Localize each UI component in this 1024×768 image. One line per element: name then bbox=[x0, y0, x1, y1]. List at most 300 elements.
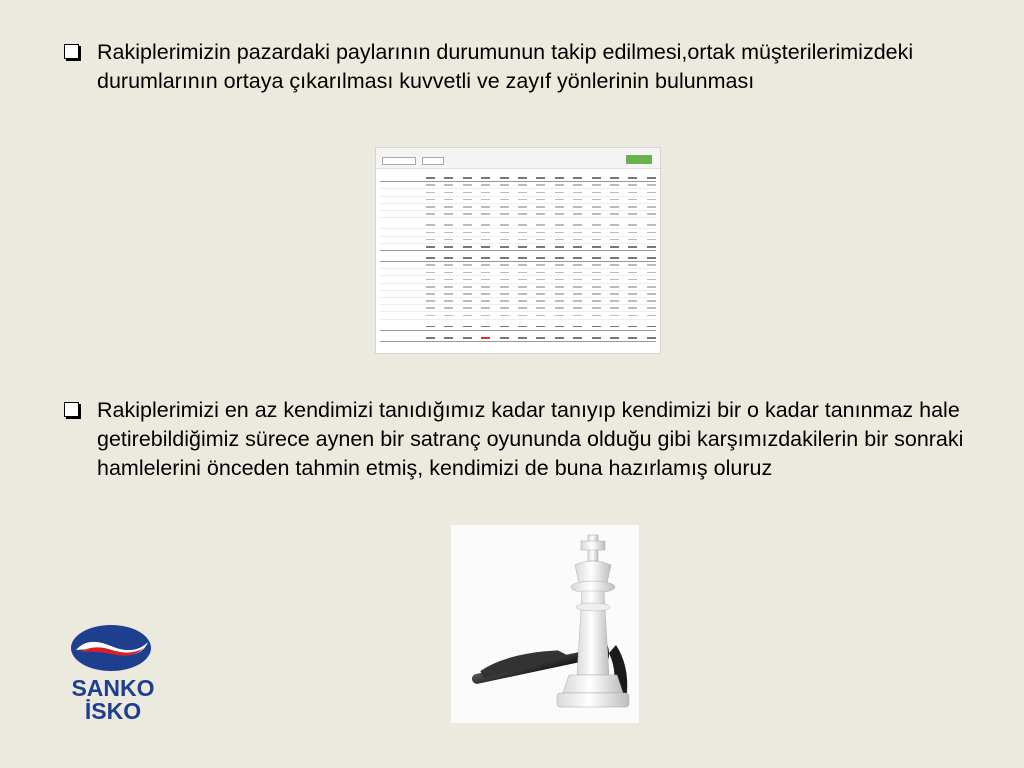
spreadsheet-cell bbox=[647, 177, 656, 179]
spreadsheet-row-cells bbox=[426, 264, 656, 266]
spreadsheet-cell bbox=[536, 300, 545, 302]
spreadsheet-cell bbox=[610, 264, 619, 266]
spreadsheet-cell bbox=[500, 337, 509, 339]
spreadsheet-cell bbox=[481, 300, 490, 302]
spreadsheet-cell bbox=[536, 199, 545, 201]
spreadsheet-cell bbox=[592, 307, 601, 309]
spreadsheet-cell bbox=[426, 286, 435, 288]
capacity-spreadsheet-image bbox=[375, 147, 661, 354]
spreadsheet-row-cells bbox=[426, 177, 656, 179]
spreadsheet-cell bbox=[426, 192, 435, 194]
spreadsheet-row-cells bbox=[426, 307, 656, 309]
spreadsheet-cell bbox=[426, 224, 435, 226]
spreadsheet-cell bbox=[426, 246, 435, 248]
spreadsheet-row bbox=[380, 189, 656, 196]
spreadsheet-cell bbox=[610, 326, 619, 328]
spreadsheet-cell bbox=[536, 307, 545, 309]
spreadsheet-cell bbox=[647, 213, 656, 215]
spreadsheet-cell bbox=[500, 199, 509, 201]
spreadsheet-cell bbox=[518, 192, 527, 194]
spreadsheet-cell bbox=[536, 315, 545, 317]
spreadsheet-row-cells bbox=[426, 239, 656, 241]
sanko-isko-logo bbox=[58, 624, 168, 724]
spreadsheet-cell bbox=[628, 224, 637, 226]
spreadsheet-cell bbox=[628, 177, 637, 179]
spreadsheet-row bbox=[380, 211, 656, 218]
spreadsheet-toolbar bbox=[376, 148, 660, 169]
spreadsheet-cell bbox=[573, 315, 582, 317]
spreadsheet-cell bbox=[647, 224, 656, 226]
spreadsheet-cell bbox=[592, 199, 601, 201]
spreadsheet-cell bbox=[444, 272, 453, 274]
spreadsheet-cell bbox=[518, 239, 527, 241]
white-king bbox=[557, 535, 629, 707]
spreadsheet-cell bbox=[426, 213, 435, 215]
spreadsheet-row-cells bbox=[426, 279, 656, 281]
spreadsheet-cell bbox=[536, 246, 545, 248]
spreadsheet-cell bbox=[518, 326, 527, 328]
spreadsheet-cell bbox=[610, 246, 619, 248]
logo-text-sanko: SANKO bbox=[71, 675, 155, 701]
update-button-thumb bbox=[626, 155, 652, 164]
spreadsheet-cell bbox=[463, 307, 472, 309]
spreadsheet-cell bbox=[463, 300, 472, 302]
spreadsheet-cell bbox=[573, 307, 582, 309]
spreadsheet-cell bbox=[444, 177, 453, 179]
spreadsheet-cell bbox=[555, 337, 564, 339]
spreadsheet-cell bbox=[592, 337, 601, 339]
spreadsheet-row-cells bbox=[426, 272, 656, 274]
spreadsheet-cell bbox=[610, 279, 619, 281]
spreadsheet-cell bbox=[536, 257, 545, 259]
spreadsheet-cell bbox=[500, 206, 509, 208]
spreadsheet-cell bbox=[610, 224, 619, 226]
spreadsheet-cell bbox=[481, 224, 490, 226]
spreadsheet-cell bbox=[426, 199, 435, 201]
spreadsheet-cell bbox=[500, 224, 509, 226]
spreadsheet-row-cells bbox=[426, 184, 656, 186]
spreadsheet-cell bbox=[610, 293, 619, 295]
spreadsheet-cell bbox=[592, 272, 601, 274]
spreadsheet-cell bbox=[573, 224, 582, 226]
spreadsheet-row bbox=[380, 262, 656, 269]
spreadsheet-cell bbox=[592, 326, 601, 328]
spreadsheet-cell bbox=[463, 246, 472, 248]
spreadsheet-cell bbox=[536, 326, 545, 328]
spreadsheet-cell bbox=[555, 279, 564, 281]
spreadsheet-cell bbox=[628, 315, 637, 317]
spreadsheet-cell bbox=[518, 279, 527, 281]
spreadsheet-cell bbox=[647, 307, 656, 309]
spreadsheet-cell bbox=[628, 246, 637, 248]
spreadsheet-cell bbox=[628, 307, 637, 309]
spreadsheet-cell bbox=[444, 326, 453, 328]
spreadsheet-cell bbox=[592, 206, 601, 208]
spreadsheet-cell bbox=[518, 300, 527, 302]
spreadsheet-cell bbox=[573, 279, 582, 281]
spreadsheet-cell bbox=[518, 177, 527, 179]
spreadsheet-row-cells bbox=[426, 326, 656, 328]
spreadsheet-cell bbox=[573, 286, 582, 288]
spreadsheet-row-cells bbox=[426, 293, 656, 295]
spreadsheet-cell bbox=[628, 232, 637, 234]
spreadsheet-cell bbox=[444, 264, 453, 266]
spreadsheet-cell bbox=[463, 315, 472, 317]
spreadsheet-cell bbox=[463, 293, 472, 295]
spreadsheet-cell bbox=[573, 239, 582, 241]
spreadsheet-cell bbox=[592, 279, 601, 281]
spreadsheet-cell bbox=[573, 192, 582, 194]
spreadsheet-row bbox=[380, 222, 656, 229]
spreadsheet-row bbox=[380, 244, 656, 251]
spreadsheet-cell bbox=[573, 184, 582, 186]
spreadsheet-cell bbox=[444, 337, 453, 339]
spreadsheet-cell bbox=[500, 184, 509, 186]
spreadsheet-cell bbox=[426, 293, 435, 295]
spreadsheet-rows bbox=[376, 173, 660, 344]
spreadsheet-cell bbox=[463, 257, 472, 259]
spreadsheet-cell bbox=[444, 315, 453, 317]
spreadsheet-cell bbox=[518, 213, 527, 215]
spreadsheet-cell bbox=[610, 257, 619, 259]
spreadsheet-cell bbox=[426, 264, 435, 266]
spreadsheet-cell bbox=[628, 293, 637, 295]
spreadsheet-cell bbox=[592, 184, 601, 186]
spreadsheet-row bbox=[380, 182, 656, 189]
spreadsheet-cell bbox=[444, 224, 453, 226]
spreadsheet-cell bbox=[610, 300, 619, 302]
spreadsheet-cell bbox=[518, 232, 527, 234]
spreadsheet-cell bbox=[518, 286, 527, 288]
spreadsheet-cell bbox=[610, 232, 619, 234]
spreadsheet-cell bbox=[481, 326, 490, 328]
spreadsheet-cell bbox=[463, 199, 472, 201]
spreadsheet-cell bbox=[481, 213, 490, 215]
spreadsheet-cell bbox=[518, 206, 527, 208]
spreadsheet-cell bbox=[481, 307, 490, 309]
spreadsheet-cell bbox=[500, 192, 509, 194]
spreadsheet-cell bbox=[444, 279, 453, 281]
spreadsheet-cell bbox=[592, 232, 601, 234]
spreadsheet-cell bbox=[444, 257, 453, 259]
spreadsheet-cell bbox=[481, 279, 490, 281]
spreadsheet-cell bbox=[500, 232, 509, 234]
spreadsheet-cell bbox=[444, 206, 453, 208]
spreadsheet-cell bbox=[628, 199, 637, 201]
spreadsheet-cell bbox=[463, 286, 472, 288]
bullet-text-2: Rakiplerimizi en az kendimizi tanıdığımız kadar tanıyıp kendimizi bir o kadar tanınmaz hale getirebildiğimiz sürece aynen bir satranç oyununda olduğu gibi karşımızdakilerin bir sonraki hamlelerini önceden tahmin etmiş, kendimizi de buna hazırlamış oluruz bbox=[97, 398, 964, 480]
spreadsheet-cell bbox=[573, 206, 582, 208]
spreadsheet-cell bbox=[628, 257, 637, 259]
spreadsheet-cell bbox=[536, 337, 545, 339]
spreadsheet-cell bbox=[518, 264, 527, 266]
spreadsheet-row bbox=[380, 229, 656, 236]
spreadsheet-cell bbox=[481, 246, 490, 248]
spreadsheet-cell bbox=[610, 199, 619, 201]
spreadsheet-cell bbox=[610, 239, 619, 241]
spreadsheet-cell bbox=[481, 239, 490, 241]
spreadsheet-cell bbox=[628, 279, 637, 281]
spreadsheet-cell bbox=[573, 337, 582, 339]
spreadsheet-cell bbox=[555, 300, 564, 302]
spreadsheet-cell bbox=[500, 213, 509, 215]
bullet-item-1 bbox=[64, 38, 984, 96]
spreadsheet-cell bbox=[518, 337, 527, 339]
spreadsheet-cell bbox=[536, 239, 545, 241]
spreadsheet-cell bbox=[536, 232, 545, 234]
spreadsheet-cell bbox=[518, 315, 527, 317]
spreadsheet-cell bbox=[444, 293, 453, 295]
spreadsheet-cell bbox=[628, 337, 637, 339]
spreadsheet-cell bbox=[518, 184, 527, 186]
spreadsheet-row bbox=[380, 305, 656, 312]
spreadsheet-cell bbox=[444, 307, 453, 309]
spreadsheet-cell bbox=[481, 199, 490, 201]
spreadsheet-cell bbox=[481, 232, 490, 234]
spreadsheet-cell bbox=[610, 315, 619, 317]
spreadsheet-row bbox=[380, 284, 656, 291]
spreadsheet-cell bbox=[647, 239, 656, 241]
spreadsheet-cell bbox=[518, 307, 527, 309]
spreadsheet-cell bbox=[426, 184, 435, 186]
spreadsheet-cell bbox=[647, 199, 656, 201]
spreadsheet-cell bbox=[536, 192, 545, 194]
checkbox-bullet-icon bbox=[64, 44, 79, 59]
spreadsheet-cell bbox=[573, 300, 582, 302]
spreadsheet-cell bbox=[500, 315, 509, 317]
spreadsheet-cell bbox=[444, 184, 453, 186]
spreadsheet-cell bbox=[536, 293, 545, 295]
spreadsheet-cell bbox=[444, 246, 453, 248]
checkbox-bullet-icon bbox=[64, 402, 79, 417]
spreadsheet-cell bbox=[518, 257, 527, 259]
spreadsheet-cell bbox=[536, 272, 545, 274]
spreadsheet-cell bbox=[555, 177, 564, 179]
spreadsheet-row-cells bbox=[426, 257, 656, 259]
spreadsheet-cell bbox=[628, 300, 637, 302]
spreadsheet-cell bbox=[628, 272, 637, 274]
spreadsheet-cell bbox=[555, 315, 564, 317]
spreadsheet-cell bbox=[555, 246, 564, 248]
spreadsheet-row-cells bbox=[426, 246, 656, 248]
spreadsheet-cell bbox=[647, 300, 656, 302]
spreadsheet-cell bbox=[555, 184, 564, 186]
spreadsheet-cell bbox=[500, 279, 509, 281]
spreadsheet-cell bbox=[426, 232, 435, 234]
spreadsheet-cell bbox=[647, 326, 656, 328]
bullet-text-1: Rakiplerimizin pazardaki paylarının durumunun takip edilmesi,ortak müşterilerimizdeki durumlarının ortaya çıkarılması kuvvetli ve zayıf yönlerinin bulunması bbox=[97, 40, 914, 93]
spreadsheet-row bbox=[380, 237, 656, 244]
spreadsheet-cell bbox=[628, 326, 637, 328]
spreadsheet-cell bbox=[463, 192, 472, 194]
logo-text-isko: İSKO bbox=[84, 698, 142, 724]
chess-king-image bbox=[451, 525, 639, 723]
spreadsheet-cell bbox=[444, 199, 453, 201]
spreadsheet-cell bbox=[444, 286, 453, 288]
spreadsheet-cell bbox=[500, 300, 509, 302]
spreadsheet-cell bbox=[647, 337, 656, 339]
spreadsheet-cell bbox=[647, 192, 656, 194]
spreadsheet-cell bbox=[500, 307, 509, 309]
spreadsheet-cell bbox=[592, 246, 601, 248]
spreadsheet-cell bbox=[610, 337, 619, 339]
spreadsheet-cell bbox=[647, 279, 656, 281]
spreadsheet-cell bbox=[573, 264, 582, 266]
spreadsheet-cell bbox=[555, 206, 564, 208]
spreadsheet-cell bbox=[463, 279, 472, 281]
spreadsheet-cell bbox=[518, 199, 527, 201]
spreadsheet-cell bbox=[610, 272, 619, 274]
spreadsheet-row bbox=[380, 269, 656, 276]
spreadsheet-cell bbox=[628, 239, 637, 241]
spreadsheet-cell bbox=[610, 213, 619, 215]
spreadsheet-cell bbox=[573, 272, 582, 274]
spreadsheet-cell bbox=[500, 257, 509, 259]
spreadsheet-cell bbox=[536, 224, 545, 226]
spreadsheet-row bbox=[380, 335, 656, 342]
spreadsheet-cell bbox=[518, 272, 527, 274]
spreadsheet-row bbox=[380, 255, 656, 262]
spreadsheet-cell bbox=[610, 206, 619, 208]
spreadsheet-cell bbox=[426, 177, 435, 179]
spreadsheet-row bbox=[380, 291, 656, 298]
spreadsheet-cell bbox=[555, 307, 564, 309]
spreadsheet-cell bbox=[628, 264, 637, 266]
spreadsheet-cell bbox=[481, 286, 490, 288]
spreadsheet-cell bbox=[500, 286, 509, 288]
sanko-logo-icon bbox=[58, 624, 168, 676]
spreadsheet-cell bbox=[536, 286, 545, 288]
spreadsheet-cell bbox=[610, 184, 619, 186]
spreadsheet-cell bbox=[647, 293, 656, 295]
spreadsheet-cell bbox=[536, 264, 545, 266]
spreadsheet-cell bbox=[628, 184, 637, 186]
spreadsheet-cell bbox=[518, 293, 527, 295]
spreadsheet-row bbox=[380, 312, 656, 319]
spreadsheet-cell bbox=[463, 213, 472, 215]
spreadsheet-cell bbox=[555, 326, 564, 328]
spreadsheet-row-cells bbox=[426, 315, 656, 317]
spreadsheet-cell bbox=[647, 206, 656, 208]
spreadsheet-cell bbox=[518, 246, 527, 248]
spreadsheet-cell bbox=[463, 239, 472, 241]
spreadsheet-cell bbox=[573, 293, 582, 295]
spreadsheet-cell bbox=[426, 307, 435, 309]
spreadsheet-cell bbox=[628, 192, 637, 194]
spreadsheet-cell bbox=[592, 264, 601, 266]
spreadsheet-cell bbox=[481, 315, 490, 317]
spreadsheet-cell bbox=[628, 206, 637, 208]
spreadsheet-cell bbox=[481, 264, 490, 266]
spreadsheet-cell bbox=[426, 326, 435, 328]
spreadsheet-cell bbox=[647, 232, 656, 234]
spreadsheet-cell bbox=[610, 192, 619, 194]
spreadsheet-cell bbox=[592, 315, 601, 317]
spreadsheet-row bbox=[380, 204, 656, 211]
spreadsheet-cell bbox=[555, 293, 564, 295]
spreadsheet-cell bbox=[592, 239, 601, 241]
spreadsheet-cell bbox=[573, 232, 582, 234]
spreadsheet-cell bbox=[628, 286, 637, 288]
spreadsheet-cell bbox=[463, 184, 472, 186]
spreadsheet-cell bbox=[463, 264, 472, 266]
spreadsheet-cell bbox=[500, 177, 509, 179]
spreadsheet-cell bbox=[555, 232, 564, 234]
spreadsheet-row bbox=[380, 298, 656, 305]
spreadsheet-cell bbox=[536, 177, 545, 179]
spreadsheet-row-cells bbox=[426, 213, 656, 215]
spreadsheet-cell bbox=[610, 286, 619, 288]
spreadsheet-cell bbox=[463, 224, 472, 226]
spreadsheet-cell bbox=[481, 337, 490, 339]
spreadsheet-cell bbox=[647, 264, 656, 266]
spreadsheet-cell bbox=[463, 272, 472, 274]
spreadsheet-cell bbox=[555, 192, 564, 194]
spreadsheet-cell bbox=[647, 257, 656, 259]
spreadsheet-cell bbox=[500, 272, 509, 274]
spreadsheet-cell bbox=[555, 239, 564, 241]
spreadsheet-cell bbox=[463, 326, 472, 328]
spreadsheet-cell bbox=[444, 192, 453, 194]
spreadsheet-cell bbox=[647, 315, 656, 317]
spreadsheet-cell bbox=[500, 326, 509, 328]
spreadsheet-cell bbox=[555, 264, 564, 266]
spreadsheet-row bbox=[380, 197, 656, 204]
spreadsheet-row bbox=[380, 324, 656, 331]
spreadsheet-cell bbox=[647, 286, 656, 288]
year-select-thumb bbox=[422, 157, 444, 165]
spreadsheet-cell bbox=[536, 206, 545, 208]
chess-pieces-icon bbox=[451, 525, 639, 723]
spreadsheet-cell bbox=[444, 213, 453, 215]
spreadsheet-cell bbox=[500, 246, 509, 248]
spreadsheet-cell bbox=[426, 279, 435, 281]
spreadsheet-cell bbox=[555, 199, 564, 201]
spreadsheet-cell bbox=[481, 192, 490, 194]
spreadsheet-cell bbox=[463, 337, 472, 339]
spreadsheet-cell bbox=[573, 177, 582, 179]
spreadsheet-cell bbox=[573, 199, 582, 201]
spreadsheet-cell bbox=[463, 177, 472, 179]
spreadsheet-cell bbox=[426, 300, 435, 302]
spreadsheet-cell bbox=[426, 272, 435, 274]
spreadsheet-cell bbox=[592, 213, 601, 215]
spreadsheet-cell bbox=[481, 206, 490, 208]
spreadsheet-row bbox=[380, 175, 656, 182]
spreadsheet-row-cells bbox=[426, 206, 656, 208]
spreadsheet-row-cells bbox=[426, 192, 656, 194]
spreadsheet-cell bbox=[592, 286, 601, 288]
spreadsheet-cell bbox=[647, 184, 656, 186]
spreadsheet-cell bbox=[592, 293, 601, 295]
spreadsheet-cell bbox=[573, 326, 582, 328]
spreadsheet-cell bbox=[610, 177, 619, 179]
spreadsheet-cell bbox=[536, 184, 545, 186]
spreadsheet-cell bbox=[444, 232, 453, 234]
spreadsheet-cell bbox=[647, 246, 656, 248]
spreadsheet-row-cells bbox=[426, 286, 656, 288]
spreadsheet-cell bbox=[592, 300, 601, 302]
spreadsheet-cell bbox=[555, 257, 564, 259]
spreadsheet-cell bbox=[481, 293, 490, 295]
spreadsheet-row-cells bbox=[426, 337, 656, 339]
spreadsheet-cell bbox=[555, 213, 564, 215]
spreadsheet-cell bbox=[481, 272, 490, 274]
spreadsheet-cell bbox=[555, 224, 564, 226]
spreadsheet-row-cells bbox=[426, 232, 656, 234]
spreadsheet-cell bbox=[444, 239, 453, 241]
spreadsheet-cell bbox=[426, 239, 435, 241]
